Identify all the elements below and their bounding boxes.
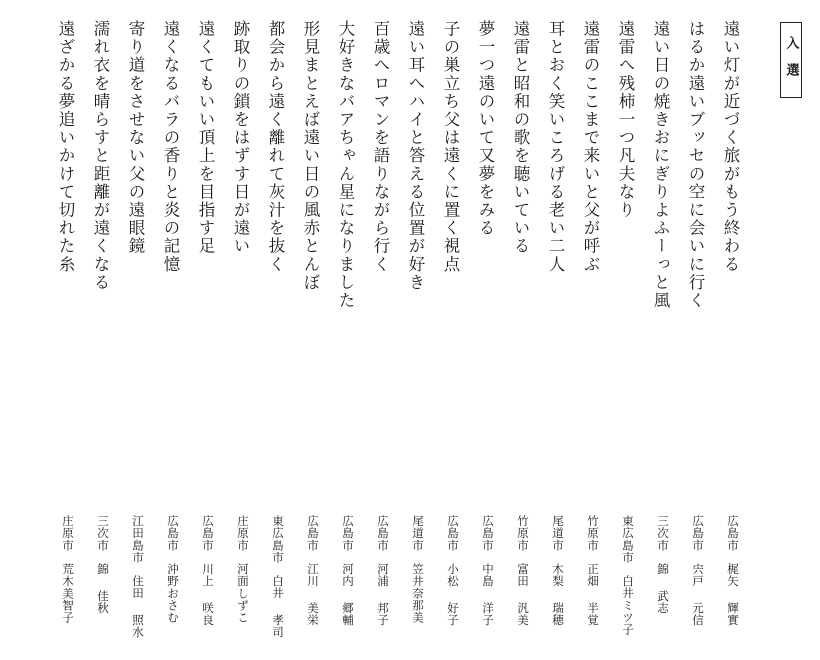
poem-text: 遠雷のここまで来いと父が呼ぶ (581, 20, 600, 274)
author-city: 竹原市 (586, 515, 600, 552)
author-city: 東広島市 (621, 515, 635, 564)
author-city: 広島市 (201, 515, 215, 552)
author-block (575, 515, 610, 626)
author-name: 中島 洋子 (481, 563, 495, 627)
author-block (365, 515, 400, 626)
poem-text: 遠い日の焼きおにぎりよふーっと風 (651, 20, 670, 310)
author-name: 富田 汎美 (516, 563, 530, 627)
author-block (295, 515, 330, 626)
author-block (190, 515, 225, 626)
author-name: 住田 照水 (131, 575, 145, 639)
author-block (330, 515, 365, 626)
poem-text: 遠ざかる夢追いかけて切れた糸 (56, 20, 75, 274)
author-city: 広島市 (341, 515, 355, 552)
entry-column (223, 20, 258, 648)
author-block (85, 515, 120, 614)
poem-text: 耳とおく笑いころげる老い二人 (546, 20, 565, 274)
author-city: 広島市 (166, 515, 180, 552)
entry-column (188, 20, 223, 648)
author-name: 河浦 邦子 (376, 563, 390, 627)
author-block (610, 515, 645, 636)
entry-column (538, 20, 573, 648)
author-name: 錦 武志 (656, 563, 670, 615)
entry-column (293, 20, 328, 648)
entry-columns (48, 20, 748, 648)
author-block (505, 515, 540, 626)
entry-column (713, 20, 748, 648)
poem-text: 寄り道をさせない父の遠眼鏡 (126, 20, 145, 256)
author-block (435, 515, 470, 626)
poem-text: 遠くてもいい頂上を目指す足 (196, 20, 215, 256)
entry-column (48, 20, 83, 648)
entry-column (643, 20, 678, 648)
author-name: 白井 孝司 (271, 575, 285, 639)
poem-text: 大好きなバアちゃん星になりました (336, 20, 355, 310)
author-name: 笠井奈那美 (411, 563, 425, 624)
author-block (645, 515, 680, 614)
poem-text: はるか遠いブッセの空に会いに行く (686, 20, 705, 310)
author-city: 江田島市 (131, 515, 145, 564)
poem-text: 濡れ衣を晴らすと距離が遠くなる (91, 20, 110, 292)
author-name: 木梨 瑞穂 (551, 563, 565, 627)
author-block (50, 515, 85, 624)
author-city: 庄原市 (236, 515, 250, 552)
author-name: 河内 郷輔 (341, 563, 355, 627)
poem-text: 跡取りの鎖をはずす日が遠い (231, 20, 250, 256)
poem-text: 百歳へロマンを語りながら行く (371, 20, 390, 274)
author-city: 三次市 (96, 515, 110, 552)
author-block (400, 515, 435, 624)
author-name: 錦 佳秋 (96, 563, 110, 615)
author-block (225, 515, 260, 624)
author-city: 尾道市 (411, 515, 425, 552)
author-city: 庄原市 (61, 515, 75, 552)
author-block (155, 515, 190, 624)
poem-text: 遠い灯が近づく旅がもう終わる (721, 20, 740, 274)
author-block (540, 515, 575, 626)
author-city: 広島市 (691, 515, 705, 552)
author-name: 小松 好子 (446, 563, 460, 627)
entry-column (83, 20, 118, 648)
entry-column (258, 20, 293, 648)
poem-text: 夢一つ遠のいて又夢をみる (476, 20, 495, 238)
poem-text: 都会から遠く離れて灰汁を抜く (266, 20, 285, 274)
author-name: 正畑 半覚 (586, 563, 600, 627)
author-city: 広島市 (446, 515, 460, 552)
entry-column (153, 20, 188, 648)
poem-text: 遠い耳へハイと答える位置が好き (406, 20, 425, 292)
poem-text: 遠雷と昭和の歌を聴いている (511, 20, 530, 256)
author-block (260, 515, 295, 638)
author-block (120, 515, 155, 638)
poem-text: 遠雷へ残柿一つ凡夫なり (616, 20, 635, 220)
entry-column (433, 20, 468, 648)
author-city: 広島市 (726, 515, 740, 552)
poem-text: 子の巣立ち父は遠くに置く視点 (441, 20, 460, 274)
entry-column (328, 20, 363, 648)
author-city: 尾道市 (551, 515, 565, 552)
poem-text: 遠くなるバラの香りと炎の記憶 (161, 20, 180, 274)
author-name: 川上 咲良 (201, 563, 215, 627)
author-city: 広島市 (306, 515, 320, 552)
author-name: 河面しずこ (236, 563, 250, 624)
author-city: 東広島市 (271, 515, 285, 564)
author-block (715, 515, 750, 626)
author-name: 宍戸 元信 (691, 563, 705, 627)
author-name: 梶矢 輝實 (726, 563, 740, 627)
author-block (470, 515, 505, 626)
entry-column (608, 20, 643, 648)
entry-column (363, 20, 398, 648)
author-name: 荒木美智子 (61, 563, 75, 624)
entry-column (398, 20, 433, 648)
entry-column (468, 20, 503, 648)
section-title: 入選 (780, 22, 802, 98)
author-block (680, 515, 715, 626)
author-name: 江川 美栄 (306, 563, 320, 627)
author-name: 沖野おさむ (166, 563, 180, 624)
entry-column (503, 20, 538, 648)
author-city: 広島市 (481, 515, 495, 552)
poem-text: 形見まとえば遠い日の風赤とんぼ (301, 20, 320, 292)
author-city: 竹原市 (516, 515, 530, 552)
entry-column (573, 20, 608, 648)
entry-column (118, 20, 153, 648)
author-city: 三次市 (656, 515, 670, 552)
entry-column (678, 20, 713, 648)
author-name: 白井ミツ子 (621, 575, 635, 636)
author-city: 広島市 (376, 515, 390, 552)
